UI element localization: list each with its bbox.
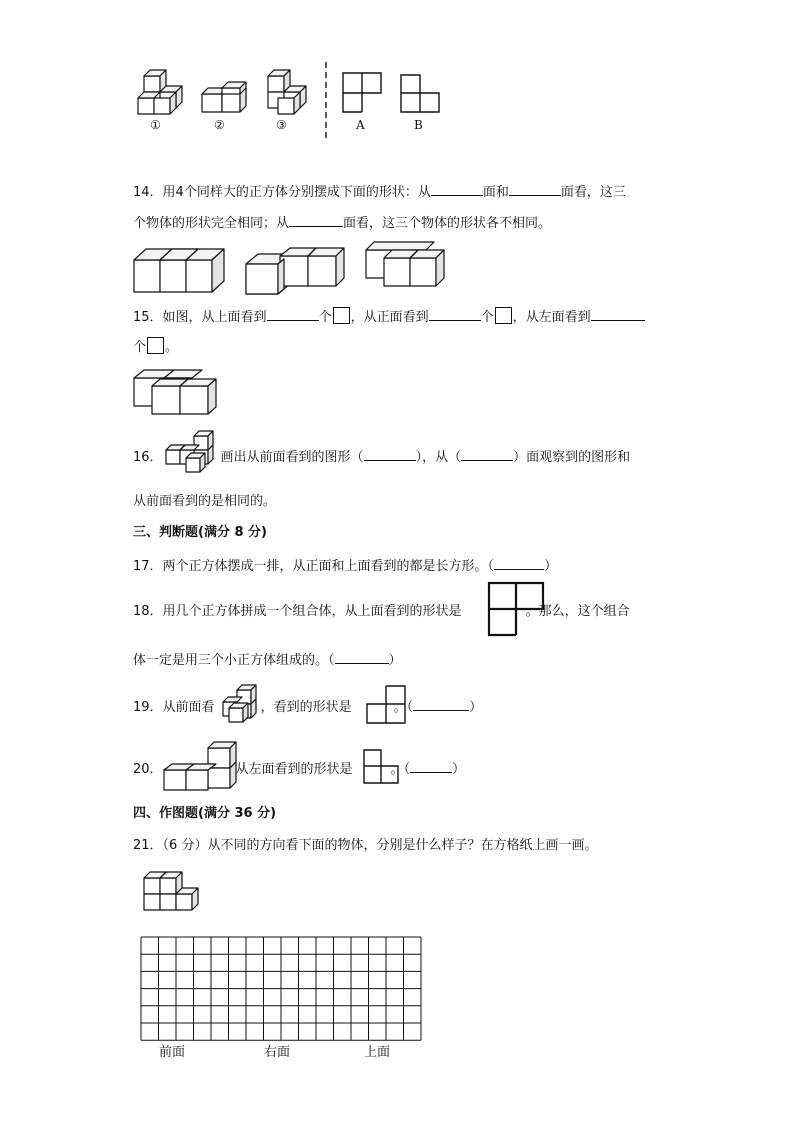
q20-figure (160, 738, 240, 794)
q16-blank-2[interactable] (461, 447, 513, 461)
q14-line-2: 个物体的形状完全相同；从 面看，这三个物体的形状各不相同。 (133, 213, 551, 233)
q16-figure (162, 430, 222, 476)
grid-label-top: 上面 (364, 1045, 391, 1060)
grid-label-front: 前面 (159, 1045, 186, 1060)
q14-number: 14． (133, 185, 163, 200)
q21-figure (140, 868, 210, 918)
q17-number: 17． (133, 559, 163, 574)
option-label-3: ③ (276, 118, 287, 132)
cube-figure-2 (200, 82, 260, 142)
q14-blank-3[interactable] (289, 213, 343, 227)
q14-figure-1 (132, 240, 232, 300)
small-square-icon (147, 337, 164, 354)
q14-blank-2[interactable] (509, 182, 561, 196)
view-shape-a (342, 72, 386, 116)
q16-line-1: 16． 画出从前面看到的图形（ ），从（ ）面观察到的图形和 (133, 447, 630, 467)
view-label-b: B (414, 118, 423, 132)
q15-line-1: 15．如图，从上面看到 个 ，从正面看到 个 ，从左面看到 (133, 307, 645, 327)
q14-figure-3 (364, 238, 454, 298)
q18-top-view-shape (488, 582, 548, 638)
small-square-icon (495, 307, 512, 324)
cube-figure-3 (264, 68, 324, 128)
grid-label-right: 右面 (264, 1045, 291, 1060)
q14-blank-1[interactable] (431, 182, 483, 196)
q18-blank[interactable] (335, 650, 389, 664)
q20-blank[interactable] (410, 759, 452, 773)
small-square-icon (333, 307, 350, 324)
q19-figure (219, 684, 263, 726)
section-4-title: 四、作图题(满分 36 分) (133, 806, 277, 821)
option-label-1: ① (150, 118, 161, 132)
divider-dashed (324, 62, 328, 142)
section-3-title: 三、判断题(满分 8 分) (133, 525, 267, 540)
q18-number: 18． (133, 604, 163, 619)
q19-view-shape (366, 685, 410, 725)
q19-blank[interactable] (413, 697, 469, 711)
q20-number: 20． (133, 762, 163, 777)
q16-blank-1[interactable] (364, 447, 416, 461)
q21-line: 21．（6 分）从不同的方向看下面的物体，分别是什么样子？在方格纸上画一画。 (133, 838, 598, 853)
q14-figure-2 (244, 242, 354, 302)
q20-line: 20． 从左面看到的形状是 。（ ） (133, 759, 465, 779)
q21-number: 21． (133, 838, 163, 853)
q16-line-2: 从前面看到的是相同的。 (133, 494, 277, 509)
q15-line-2: 个 。 (133, 337, 178, 357)
q17-blank[interactable] (494, 556, 544, 570)
q19-number: 19． (133, 700, 163, 715)
q16-number: 16． (133, 450, 163, 465)
q15-blank-2[interactable] (429, 307, 481, 321)
q19-line: 19．从前面看 ，看到的形状是 。（ ） (133, 697, 482, 717)
q18-line-2: 体一定是用三个小正方体组成的。（ ） (133, 650, 402, 670)
q17-line: 17．两个正方体摆成一排，从正面和上面看到的都是长方形。（ ） (133, 556, 557, 576)
q18-line-1: 18．用几个正方体拼成一个组合体，从上面看到的形状是 。那么，这个组合 (133, 604, 630, 619)
q20-view-shape (363, 749, 403, 789)
view-shape-b (400, 74, 444, 118)
q15-figure (132, 368, 222, 418)
view-label-a: A (356, 118, 365, 132)
q14-line-1: 14．用4个同样大的正方体分别摆成下面的形状：从 面和 面看，这三 (133, 182, 626, 202)
q15-number: 15． (133, 310, 163, 325)
option-label-2: ② (214, 118, 225, 132)
drawing-grid[interactable] (140, 936, 426, 1042)
q15-blank-1[interactable] (267, 307, 319, 321)
cube-figure-1 (134, 70, 194, 130)
q15-blank-3[interactable] (591, 307, 645, 321)
